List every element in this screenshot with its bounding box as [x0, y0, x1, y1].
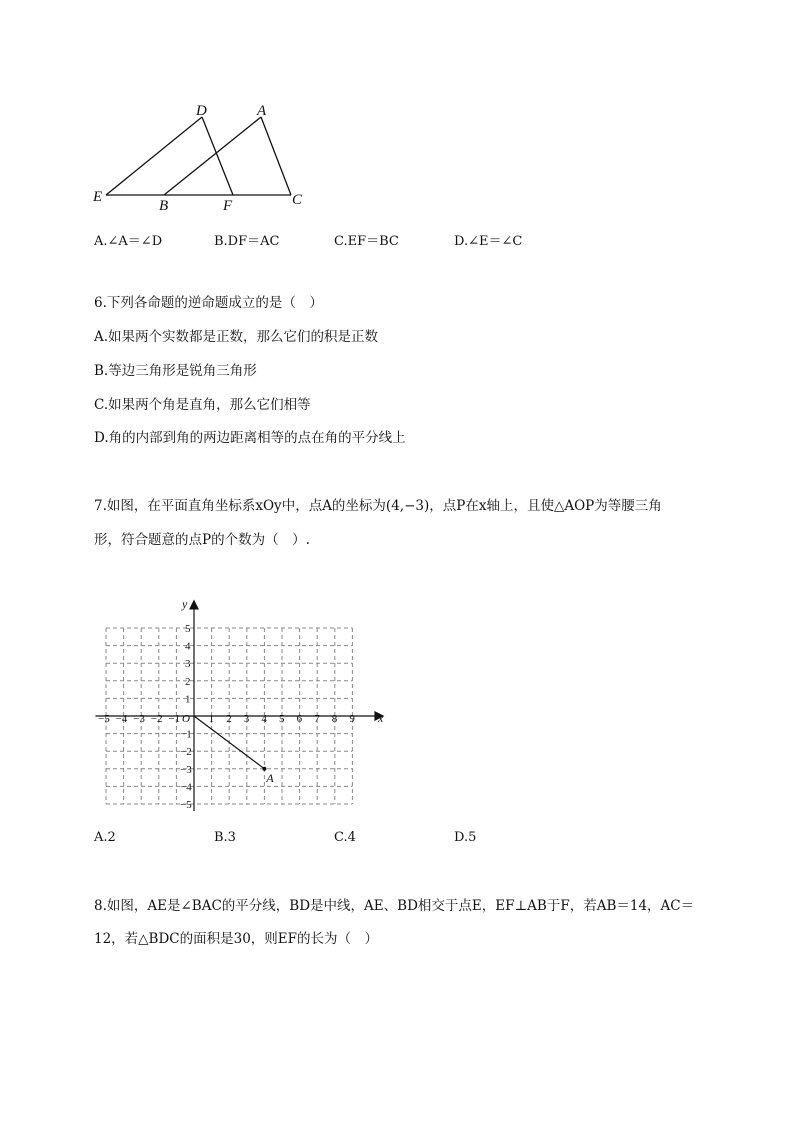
q5-option-a: A.∠A＝∠D	[94, 234, 163, 249]
x-tick-label: 2	[226, 713, 232, 725]
q6-option-a: A.如果两个实数都是正数，那么它们的积是正数	[94, 329, 379, 345]
segment-ed	[106, 117, 202, 195]
y-tick-label: −2	[180, 746, 192, 759]
x-tick-label: −1	[168, 713, 181, 725]
q5-option-d: D.∠E＝∠C	[454, 234, 523, 249]
q7-option-d: D.5	[454, 830, 477, 845]
label-e: E	[93, 189, 103, 205]
x-tick-label: 8	[331, 713, 338, 725]
y-tick-label: −5	[180, 799, 192, 811]
q7-option-a: A.2	[94, 830, 116, 845]
q5-option-c: C.EF＝BC	[334, 234, 399, 249]
x-tick-label: −2	[150, 713, 163, 725]
x-tick-label: 7	[314, 713, 320, 725]
y-tick-label: 4	[185, 640, 191, 653]
coordinate-grid-figure	[88, 592, 398, 817]
point-a-label: A	[266, 770, 274, 785]
label-b: B	[159, 198, 169, 214]
q6-stem: 6.下列各命题的逆命题成立的是（ ）	[94, 295, 323, 311]
label-c: C	[292, 192, 303, 208]
y-tick-label: −3	[180, 763, 192, 776]
y-tick-label: 3	[185, 658, 191, 671]
x-tick-label: −5	[98, 713, 110, 725]
y-tick-label: 5	[185, 623, 191, 635]
y-axis-arrow	[190, 601, 198, 609]
y-axis-label: y	[182, 597, 188, 611]
q6-option-d: D.角的内部到角的两边距离相等的点在角的平分线上	[94, 430, 406, 446]
x-axis-label: x	[378, 711, 384, 725]
origin-label: O	[182, 713, 190, 725]
segment-df	[202, 117, 233, 195]
x-tick-label: 1	[208, 713, 215, 725]
segment-ac	[261, 117, 291, 195]
x-tick-label: −4	[115, 713, 128, 725]
q6-option-c: C.如果两个角是直角，那么它们相等	[94, 397, 311, 413]
x-tick-label: 4	[261, 713, 267, 725]
q5-option-b: B.DF＝AC	[214, 234, 280, 249]
y-tick-label: 1	[185, 693, 191, 706]
x-tick-label: 3	[243, 713, 250, 725]
x-tick-label: 9	[349, 713, 355, 725]
q7-line-1: 7.如图，在平面直角坐标系xOy中，点A的坐标为(4,−3)，点P在x轴上，且使△AOP为等腰三角	[94, 498, 662, 514]
x-tick-label: 6	[296, 713, 303, 725]
label-d: D	[196, 103, 207, 119]
q6-option-b: B.等边三角形是锐角三角形	[94, 363, 257, 379]
segment-ba	[164, 117, 261, 195]
q7-option-b: B.3	[214, 830, 236, 845]
q7-line-2: 形，符合题意的点P的个数为（ ）.	[94, 532, 310, 548]
triangle-figure	[88, 100, 318, 215]
q8-line-2: 12，若△BDC的面积是30，则EF的长为（ ）	[94, 931, 379, 947]
x-tick-label: 5	[279, 713, 285, 725]
label-a: A	[257, 103, 267, 119]
q8-line-1: 8.如图，AE是∠BAC的平分线，BD是中线，AE、BD相交于点E，EF⊥AB于F，若AB＝14，AC＝	[94, 898, 695, 914]
x-tick-label: −3	[133, 713, 145, 725]
y-tick-label: −4	[180, 781, 192, 794]
label-f: F	[223, 198, 233, 214]
q7-option-c: C.4	[334, 830, 356, 845]
y-tick-label: 2	[185, 675, 191, 688]
y-tick-label: −1	[180, 728, 192, 741]
